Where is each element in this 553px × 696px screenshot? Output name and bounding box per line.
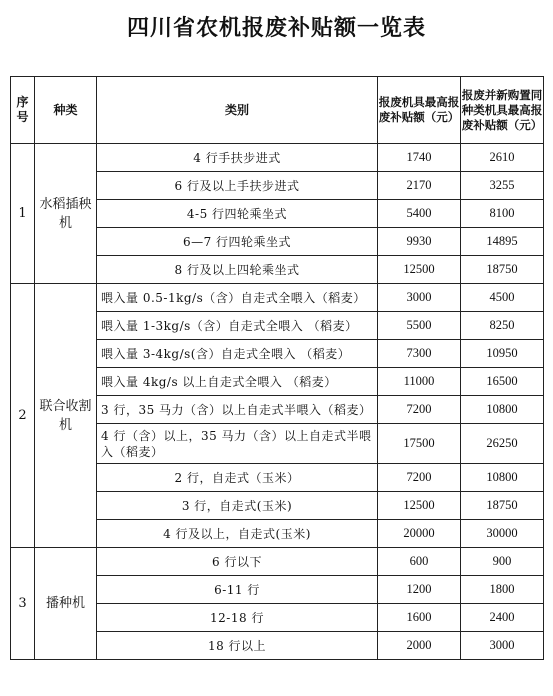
scrap-amount: 12500 <box>378 256 461 284</box>
new-amount: 26250 <box>461 424 544 464</box>
group-kind-label: 联合收割机 <box>39 398 92 433</box>
scrap-amount: 17500 <box>378 424 461 464</box>
subsidy-table <box>10 76 544 660</box>
table-row <box>11 144 544 172</box>
new-amount: 10950 <box>461 340 544 368</box>
new-amount: 2400 <box>461 604 544 632</box>
group-kind-label: 水稻插秧机 <box>39 196 92 231</box>
category-cell: 喂入量 4kg/s 以上自走式全喂入 （稻麦） <box>97 368 378 396</box>
scrap-amount: 1200 <box>378 576 461 604</box>
category-cell: 喂入量 1-3kg/s（含）自走式全喂入 （稻麦） <box>97 312 378 340</box>
scrap-amount: 2000 <box>378 632 461 660</box>
category-cell: 6 行及以上手扶步进式 <box>97 172 378 200</box>
scrap-amount: 7200 <box>378 396 461 424</box>
new-amount: 16500 <box>461 368 544 396</box>
page-title: 四川省农机报废补贴额一览表 <box>126 15 426 41</box>
new-amount: 10800 <box>461 464 544 492</box>
scrap-amount: 600 <box>378 548 461 576</box>
scrap-amount: 7200 <box>378 464 461 492</box>
group-kind-label: 播种机 <box>45 596 85 611</box>
category-cell: 6-11 行 <box>97 576 378 604</box>
category-cell: 3 行，自走式(玉米) <box>97 492 378 520</box>
new-amount: 900 <box>461 548 544 576</box>
scrap-amount: 3000 <box>378 284 461 312</box>
header-kind: 种类 <box>35 77 97 144</box>
scrap-amount: 2170 <box>378 172 461 200</box>
scrap-amount: 11000 <box>378 368 461 396</box>
category-cell: 2 行，自走式（玉米） <box>97 464 378 492</box>
category-cell: 12-18 行 <box>97 604 378 632</box>
scrap-amount: 12500 <box>378 492 461 520</box>
header-seq: 序号 <box>11 77 35 144</box>
category-cell: 6—7 行四轮乘坐式 <box>97 228 378 256</box>
category-cell: 3 行，35 马力（含）以上自走式半喂入（稻麦） <box>97 396 378 424</box>
new-amount: 3255 <box>461 172 544 200</box>
category-cell: 4 行手扶步进式 <box>97 144 378 172</box>
category-cell: 喂入量 0.5-1kg/s（含）自走式全喂入（稻麦） <box>97 284 378 312</box>
category-cell: 18 行以上 <box>97 632 378 660</box>
category-cell: 4 行（含）以上，35 马力（含）以上自走式半喂入（稻麦） <box>97 424 378 464</box>
scrap-amount: 20000 <box>378 520 461 548</box>
new-amount: 8100 <box>461 200 544 228</box>
group-kind <box>35 144 97 284</box>
table-row <box>11 548 544 576</box>
group-seq: 2 <box>11 284 35 548</box>
category-cell: 6 行以下 <box>97 548 378 576</box>
new-amount: 1800 <box>461 576 544 604</box>
category-cell: 8 行及以上四轮乘坐式 <box>97 256 378 284</box>
table-row <box>11 284 544 312</box>
new-amount: 10800 <box>461 396 544 424</box>
group-kind <box>35 284 97 548</box>
scrap-amount: 5400 <box>378 200 461 228</box>
scrap-amount: 1600 <box>378 604 461 632</box>
group-seq: 3 <box>11 548 35 660</box>
group-seq: 1 <box>11 144 35 284</box>
new-amount: 18750 <box>461 492 544 520</box>
scrap-amount: 5500 <box>378 312 461 340</box>
scrap-amount: 9930 <box>378 228 461 256</box>
new-amount: 4500 <box>461 284 544 312</box>
new-amount: 18750 <box>461 256 544 284</box>
category-cell: 4-5 行四轮乘坐式 <box>97 200 378 228</box>
header-row <box>11 77 544 144</box>
header-category: 类别 <box>97 77 378 144</box>
header-scrap-max: 报废机具最高报废补贴额（元） <box>378 77 461 144</box>
new-amount: 8250 <box>461 312 544 340</box>
scrap-amount: 7300 <box>378 340 461 368</box>
new-amount: 14895 <box>461 228 544 256</box>
header-new-max: 报废并新购置同种类机具最高报废补贴额（元） <box>461 77 544 144</box>
group-kind <box>35 548 97 660</box>
category-cell: 喂入量 3-4kg/s(含）自走式全喂入 （稻麦） <box>97 340 378 368</box>
new-amount: 2610 <box>461 144 544 172</box>
new-amount: 3000 <box>461 632 544 660</box>
category-cell: 4 行及以上，自走式(玉米) <box>97 520 378 548</box>
new-amount: 30000 <box>461 520 544 548</box>
scrap-amount: 1740 <box>378 144 461 172</box>
